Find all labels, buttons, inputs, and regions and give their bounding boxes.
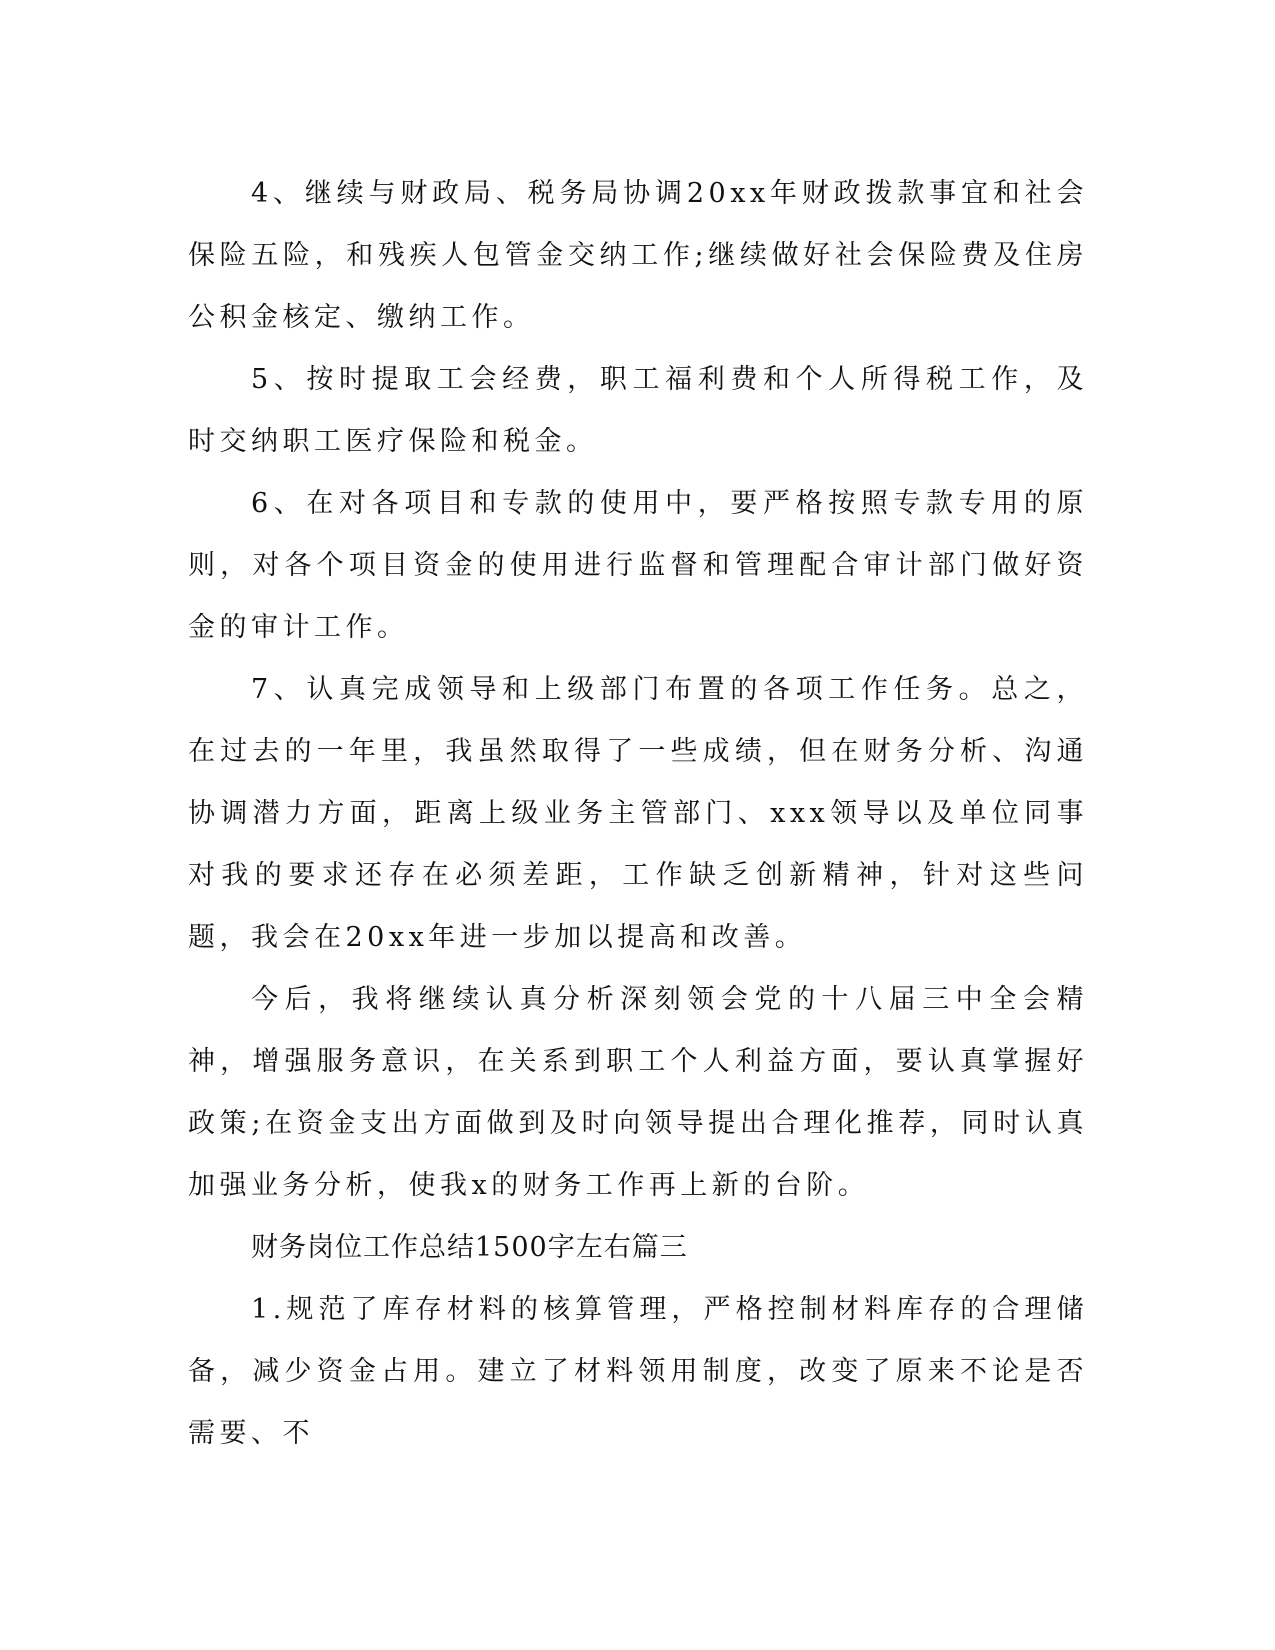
- paragraph-inventory-management: 1.规范了库存材料的核算管理，严格控制材料库存的合理储备，减少资金占用。建立了材料领用制度，改变了原来不论是否需要、不: [188, 1294, 1088, 1449]
- paragraph-item-4: 4、继续与财政局、税务局协调20xx年财政拨款事宜和社会保险五险，和残疾人包管金交纳工作;继续做好社会保险费及住房公积金核定、缴纳工作。: [188, 178, 1088, 333]
- document-body: [188, 163, 1088, 1465]
- paragraph-item-7-summary: 7、认真完成领导和上级部门布置的各项工作任务。总之，在过去的一年里，我虽然取得了一些成绩，但在财务分析、沟通协调潜力方面，距离上级业务主管部门、xxx领导以及单位同事对我的要求还存在必须差距，工作缺乏创新精神，针对这些问题，我会在20xx年进一步加以提高和改善。: [188, 674, 1088, 953]
- section-heading: 财务岗位工作总结1500字左右篇三: [251, 1232, 688, 1263]
- paragraph-future-plan: 今后，我将继续认真分析深刻领会党的十八届三中全会精神，增强服务意识，在关系到职工个人利益方面，要认真掌握好政策;在资金支出方面做到及时向领导提出合理化推荐，同时认真加强业务分析，使我x的财务工作再上新的台阶。: [188, 984, 1088, 1201]
- paragraph-item-6: 6、在对各项目和专款的使用中，要严格按照专款专用的原则，对各个项目资金的使用进行监督和管理配合审计部门做好资金的审计工作。: [188, 488, 1088, 643]
- paragraph-item-5: 5、按时提取工会经费，职工福利费和个人所得税工作，及时交纳职工医疗保险和税金。: [188, 364, 1088, 457]
